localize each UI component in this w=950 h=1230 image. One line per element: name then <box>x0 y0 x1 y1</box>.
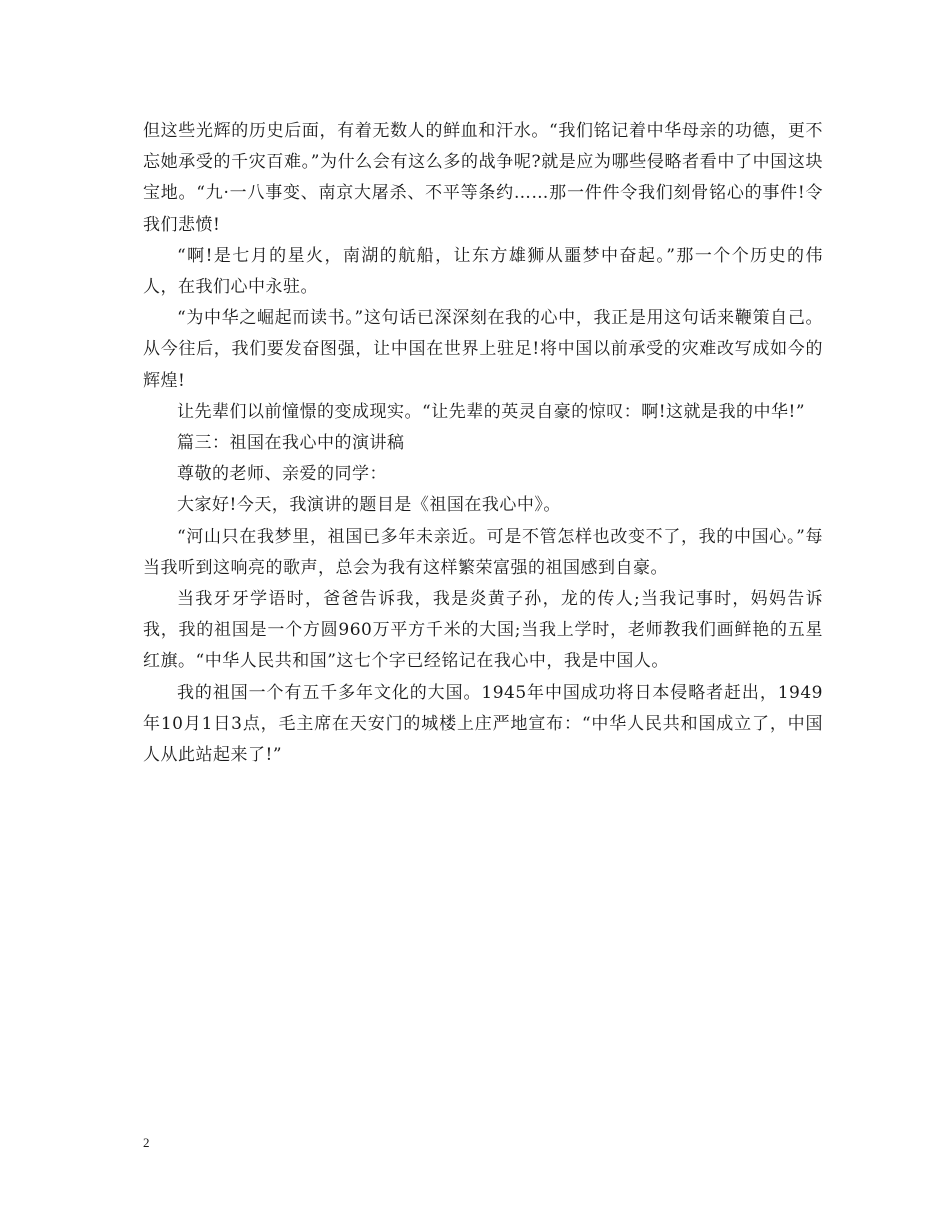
paragraph: “河山只在我梦里，祖国已多年未亲近。可是不管怎样也改变不了，我的中国心。”每当我听到这响亮的歌声，总会为我有这样繁荣富强的祖国感到自豪。 <box>143 526 823 578</box>
paragraph: 但这些光辉的历史后面，有着无数人的鲜血和汗水。“我们铭记着中华母亲的功德，更不忘她承受的千灾百难。”为什么会有这么多的战争呢?就是应为哪些侵略者看中了中国这块宝地。“九·一八事变、南京大屠杀、不平等条约……那一件件令我们刻骨铭心的事件!令我们悲愤! <box>143 121 823 235</box>
salutation: 尊敬的老师、亲爱的同学： <box>177 464 387 485</box>
paragraph: “为中华之崛起而读书。”这句话已深深刻在我的心中，我正是用这句话来鞭策自己。从今往后，我们要发奋图强，让中国在世界上驻足!将中国以前承受的灾难改写成如今的辉煌! <box>143 308 823 391</box>
section-heading: 篇三：祖国在我心中的演讲稿 <box>177 433 405 454</box>
paragraph: 让先辈们以前憧憬的变成现实。“让先辈的英灵自豪的惊叹：啊!这就是我的中华!” <box>177 401 806 422</box>
paragraph: “啊!是七月的星火，南湖的航船，让东方雄狮从噩梦中奋起。”那一个个历史的伟人，在我们心中永驻。 <box>143 245 823 298</box>
paragraph: 大家好!今天，我演讲的题目是《祖国在我心中》。 <box>177 495 561 516</box>
document-body <box>143 116 823 771</box>
paragraph: 当我牙牙学语时，爸爸告诉我，我是炎黄子孙，龙的传人;当我记事时，妈妈告诉我，我的祖国是一个方圆960万平方千米的大国;当我上学时，老师教我们画鲜艳的五星红旗。“中华人民共和国”这七个字已经铭记在我心中，我是中国人。 <box>143 589 823 672</box>
paragraph: 我的祖国一个有五千多年文化的大国。1945年中国成功将日本侵略者赶出，1949年10月1日3点，毛主席在天安门的城楼上庄严地宣布：“中华人民共和国成立了，中国人从此站起来了!” <box>143 682 823 766</box>
page-number: 2 <box>143 1135 150 1150</box>
